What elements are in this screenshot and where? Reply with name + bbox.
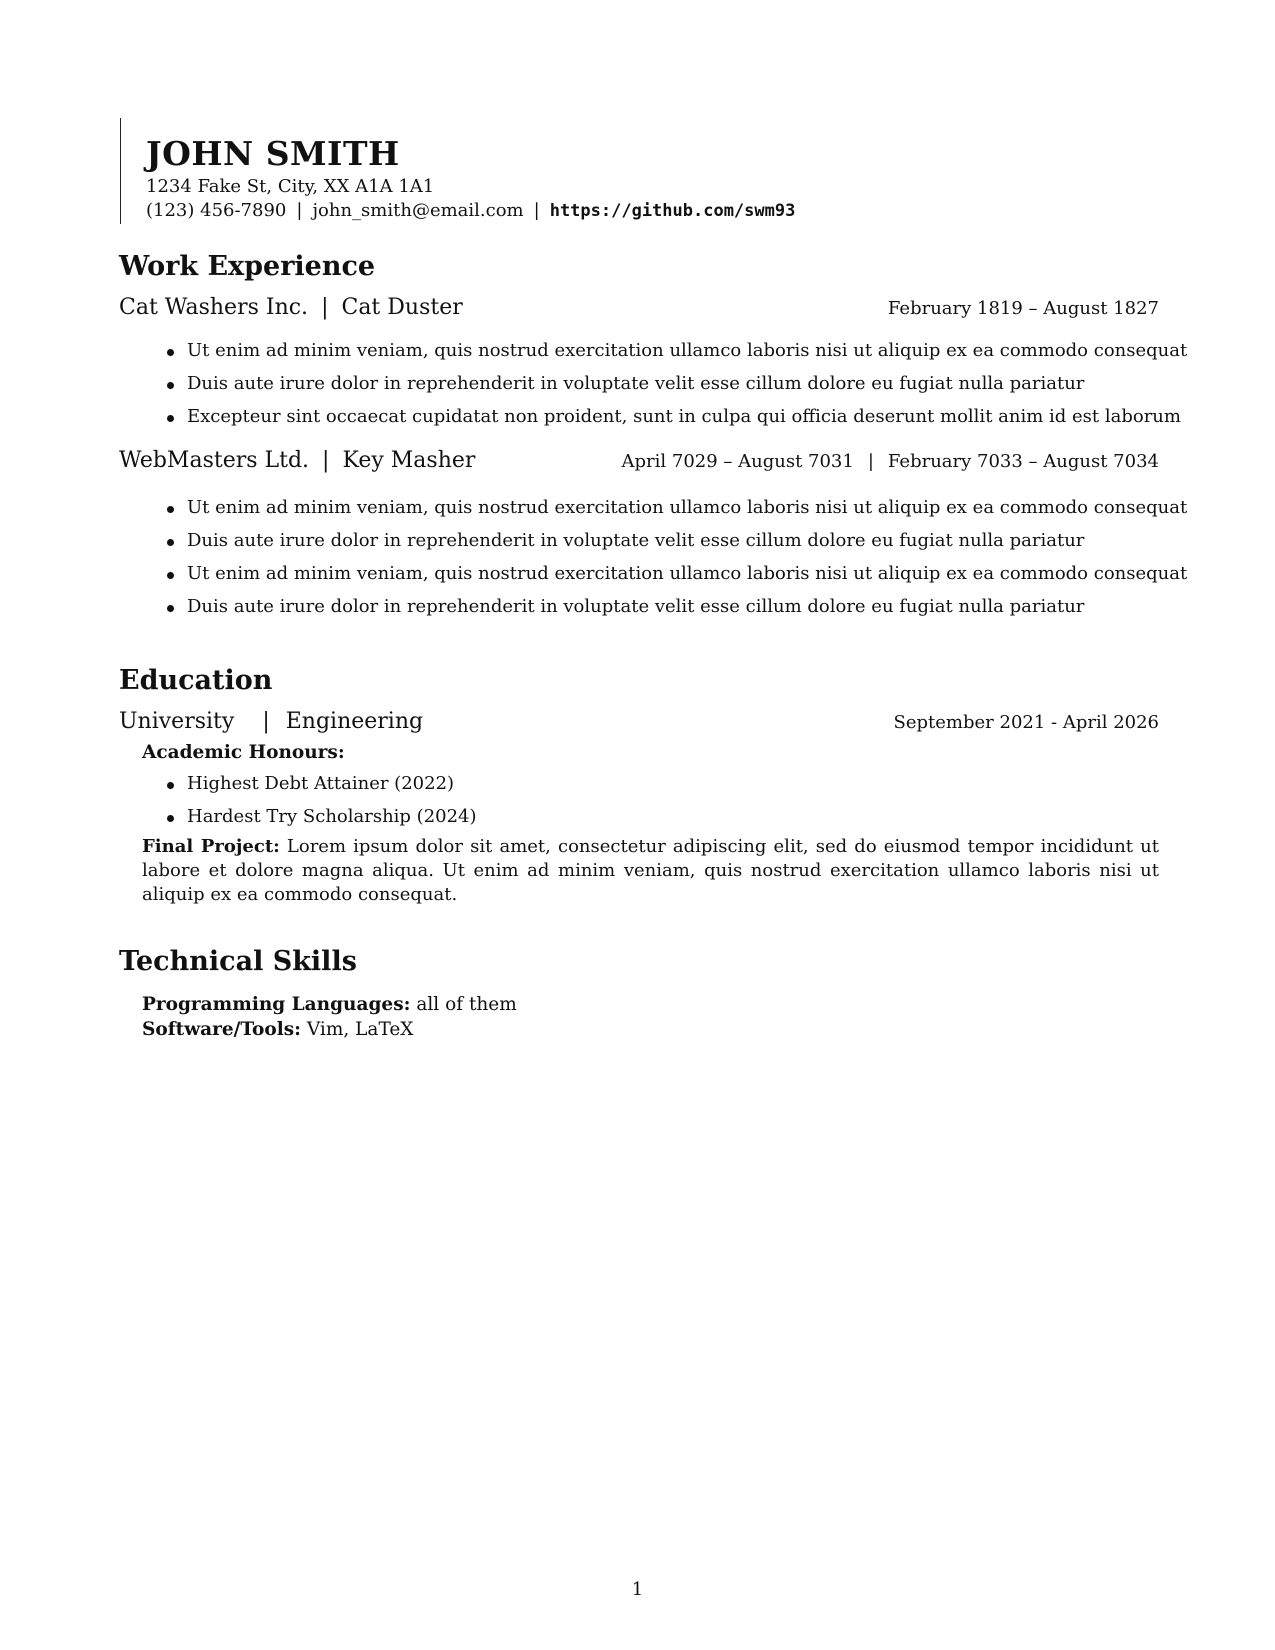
honours-label: Academic Honours: [142,742,345,763]
final-project [142,835,1159,907]
program-name: Engineering [285,709,424,734]
section-title-work: Work Experience [119,251,376,282]
skill-line [142,1017,413,1042]
job-bullets [166,491,1188,623]
contact-separator: | [533,200,540,221]
resume-header [120,118,795,224]
list-item: Duis aute irure dolor in reprehenderit in voluptate velit esse cillum dolore eu fugiat nulla pariatur [166,590,1166,623]
list-item: Ut enim ad minim veniam, quis nostrud exercitation ullamco laboris nisi ut aliquip ex ea commodo consequat [166,557,1166,590]
date-separator: | [867,451,874,472]
school-name: University [119,709,235,734]
list-item: Hardest Try Scholarship (2024) [166,800,1166,833]
list-item: Duis aute irure dolor in reprehenderit in voluptate velit esse cillum dolore eu fugiat nulla pariatur [166,524,1166,557]
job-company: WebMasters Ltd. [119,448,310,473]
job-date-range: April 7029 – August 7031 [621,451,854,472]
job-bullets [166,334,1188,433]
education-separator: | [262,709,270,734]
education-dates: September 2021 - April 2026 [893,712,1159,733]
final-project-text: Lorem ipsum dolor sit amet, consectetur adipiscing elit, sed do eiusmod tempor incididunt ut labore et dolore magna aliqua. Ut enim ad minim veniam, quis nostrud exercitation ullamco laboris nisi ut aliquip ex ea commodo consequat. [142,836,1159,905]
skill-line [142,992,517,1017]
section-title-skills: Technical Skills [119,946,357,977]
job-separator: | [322,448,330,473]
skill-value: Vim, LaTeX [306,1019,414,1040]
job-date-range: February 7033 – August 7034 [887,451,1159,472]
person-name: JOHN SMITH [146,134,400,173]
phone: (123) 456-7890 [146,200,287,221]
job-separator: | [321,295,329,320]
skill-label: Software/Tools: [142,1019,301,1040]
skill-value: all of them [416,994,517,1015]
list-item: Duis aute irure dolor in reprehenderit in voluptate velit esse cillum dolore eu fugiat nulla pariatur [166,367,1166,400]
address: 1234 Fake St, City, XX A1A 1A1 [146,176,435,197]
job-role: Cat Duster [341,295,463,320]
honours-list [166,767,1166,833]
education-header [119,707,1159,737]
contact-separator: | [296,200,303,221]
job-header [119,446,1159,476]
job-company: Cat Washers Inc. [119,295,309,320]
final-project-label: Final Project: [142,836,280,857]
job-header [119,293,1159,323]
contact-line [146,199,795,223]
job-dates: February 1819 – August 1827 [887,298,1159,319]
job-role: Key Masher [342,448,476,473]
list-item: Highest Debt Attainer (2022) [166,767,1166,800]
page-number: 1 [631,1579,644,1600]
website-link[interactable]: https://github.com/swm93 [549,201,796,221]
list-item: Ut enim ad minim veniam, quis nostrud exercitation ullamco laboris nisi ut aliquip ex ea commodo consequat [166,334,1166,367]
list-item: Excepteur sint occaecat cupidatat non proident, sunt in culpa qui officia deserunt mollit anim id est laborum [166,400,1166,433]
skill-label: Programming Languages: [142,994,411,1015]
job-dates [622,448,1159,476]
list-item: Ut enim ad minim veniam, quis nostrud exercitation ullamco laboris nisi ut aliquip ex ea commodo consequat [166,491,1166,524]
section-title-education: Education [119,665,273,696]
email-link[interactable]: john_smith@email.com [312,200,524,221]
